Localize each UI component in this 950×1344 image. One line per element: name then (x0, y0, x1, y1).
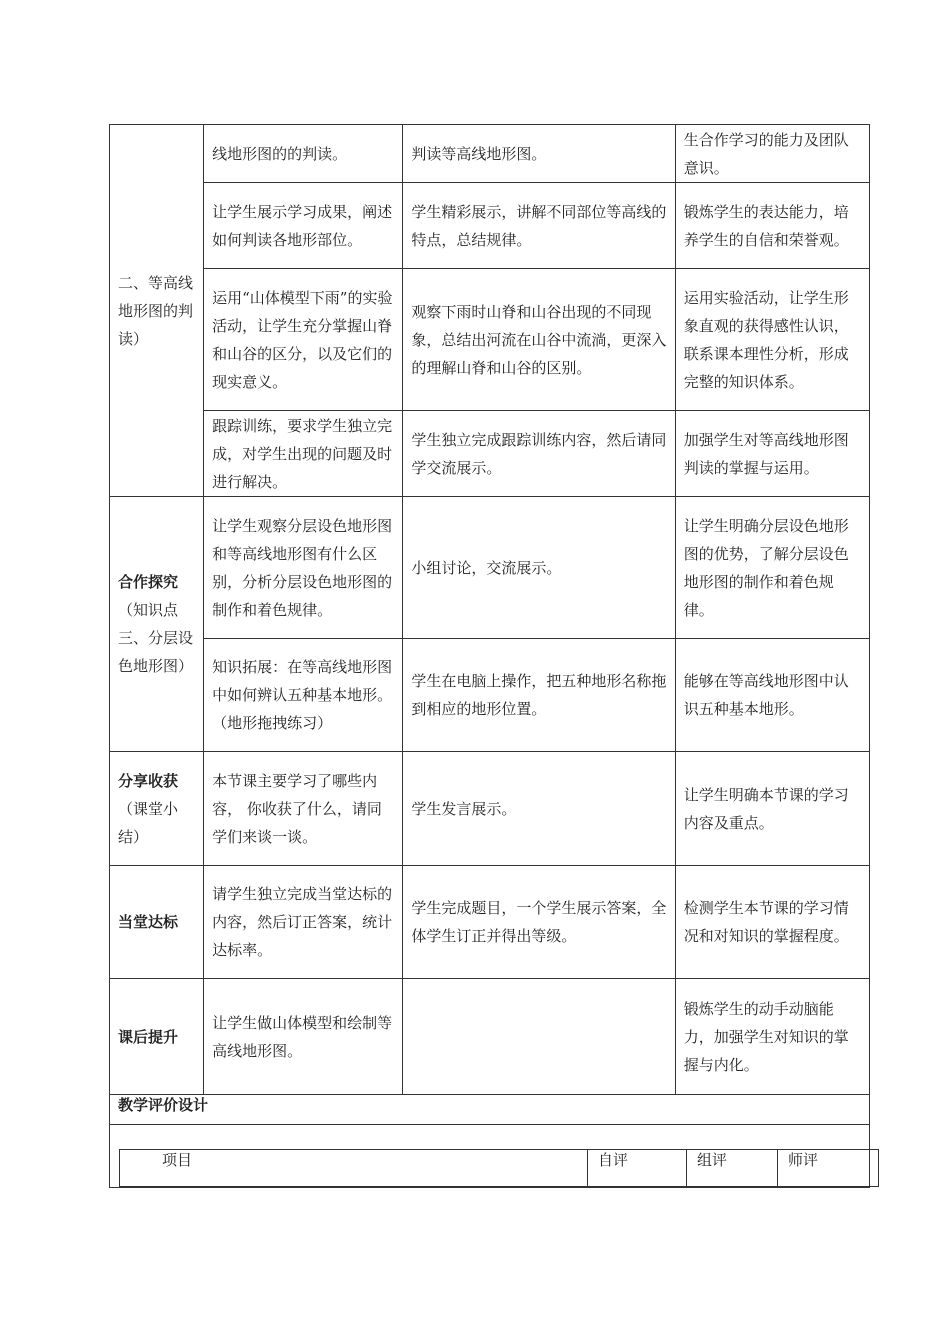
design-intent-cell: 生合作学习的能力及团队意识。 (675, 125, 869, 183)
stage-sub-label: （课堂小结） (118, 799, 179, 846)
teacher-activity-cell: 请学生独立完成当堂达标的内容，然后订正答案，统计达标率。 (204, 866, 403, 979)
stage-cell-share-harvest (110, 752, 204, 866)
table-row (110, 125, 870, 183)
student-activity-cell: 学生在电脑上操作，把五种地形名称拖到相应的地形位置。 (403, 639, 675, 752)
student-activity-cell: 观察下雨时山脊和山谷出现的不同现象，总结出河流在山谷中流淌，更深入的理解山脊和山谷的区别。 (403, 269, 675, 411)
table-row (110, 979, 870, 1095)
evaluation-title: 教学评价设计 (110, 1095, 870, 1125)
table-row (110, 1095, 870, 1125)
student-activity-cell: 学生发言展示。 (403, 752, 675, 866)
stage-cell-after-class (110, 979, 204, 1095)
header-teacher-eval: 师评 (778, 1150, 879, 1187)
table-row (110, 639, 870, 752)
student-activity-cell: 判读等高线地形图。 (403, 125, 675, 183)
stage-cell-cooperative-inquiry (110, 497, 204, 752)
lesson-plan-table (109, 124, 870, 1188)
table-row (110, 1125, 870, 1188)
teacher-activity-cell: 让学生观察分层设色地形图和等高线地形图有什么区别，分析分层设色地形图的制作和着色规律。 (204, 497, 403, 639)
design-intent-cell: 加强学生对等高线地形图判读的掌握与运用。 (675, 411, 869, 497)
teacher-activity-cell: 让学生做山体模型和绘制等高线地形图。 (204, 979, 403, 1095)
design-intent-cell: 锻炼学生的表达能力，培养学生的自信和荣誉观。 (675, 183, 869, 269)
design-intent-cell: 锻炼学生的动手动脑能力，加强学生对知识的掌握与内化。 (675, 979, 869, 1095)
teacher-activity-cell: 让学生展示学习成果，阐述如何判读各地形部位。 (204, 183, 403, 269)
evaluation-table (119, 1149, 879, 1187)
stage-main-label: 课后提升 (118, 1027, 179, 1046)
table-row (110, 866, 870, 979)
stage-sub-label: 二、等高线地形图的判读） (118, 273, 194, 348)
evaluation-header-row (120, 1150, 879, 1187)
table-row (110, 269, 870, 411)
table-row (110, 497, 870, 639)
teacher-activity-cell: 线地形图的的判读。 (204, 125, 403, 183)
design-intent-cell: 能够在等高线地形图中认识五种基本地形。 (675, 639, 869, 752)
stage-main-label: 当堂达标 (118, 913, 179, 931)
table-row (110, 411, 870, 497)
header-self-eval: 自评 (588, 1150, 687, 1187)
stage-cell-class-test (110, 866, 204, 979)
student-activity-cell: 学生完成题目，一个学生展示答案，全体学生订正并得出等级。 (403, 866, 675, 979)
header-group-eval: 组评 (687, 1150, 778, 1187)
teacher-activity-cell: 知识拓展：在等高线地形图中如何辨认五种基本地形。（地形拖拽练习） (204, 639, 403, 752)
stage-cell-contour-reading (110, 125, 204, 497)
table-row (110, 752, 870, 866)
teacher-activity-cell: 跟踪训练，要求学生独立完成，对学生出现的问题及时进行解决。 (204, 411, 403, 497)
stage-main-label: 合作探究 (118, 573, 179, 591)
teacher-activity-cell: 运用“山体模型下雨”的实验活动，让学生充分掌握山脊和山谷的区分，以及它们的现实意义。 (204, 269, 403, 411)
evaluation-container (110, 1125, 870, 1188)
student-activity-cell (403, 979, 675, 1095)
header-item: 项目 (120, 1150, 588, 1187)
design-intent-cell: 检测学生本节课的学习情况和对知识的掌握程度。 (675, 866, 869, 979)
design-intent-cell: 让学生明确分层设色地形图的优势，了解分层设色地形图的制作和着色规律。 (675, 497, 869, 639)
stage-main-label: 分享收获 (118, 771, 179, 790)
stage-sub-label: （知识点三、分层设色地形图） (118, 601, 194, 675)
student-activity-cell: 学生精彩展示，讲解不同部位等高线的特点，总结规律。 (403, 183, 675, 269)
design-intent-cell: 让学生明确本节课的学习内容及重点。 (675, 752, 869, 866)
teacher-activity-cell: 本节课主要学习了哪些内容， 你收获了什么，请同学们来谈一谈。 (204, 752, 403, 866)
design-intent-cell: 运用实验活动，让学生形象直观的获得感性认识，联系课本理性分析，形成完整的知识体系。 (675, 269, 869, 411)
student-activity-cell: 小组讨论，交流展示。 (403, 497, 675, 639)
student-activity-cell: 学生独立完成跟踪训练内容，然后请同学交流展示。 (403, 411, 675, 497)
table-row (110, 183, 870, 269)
